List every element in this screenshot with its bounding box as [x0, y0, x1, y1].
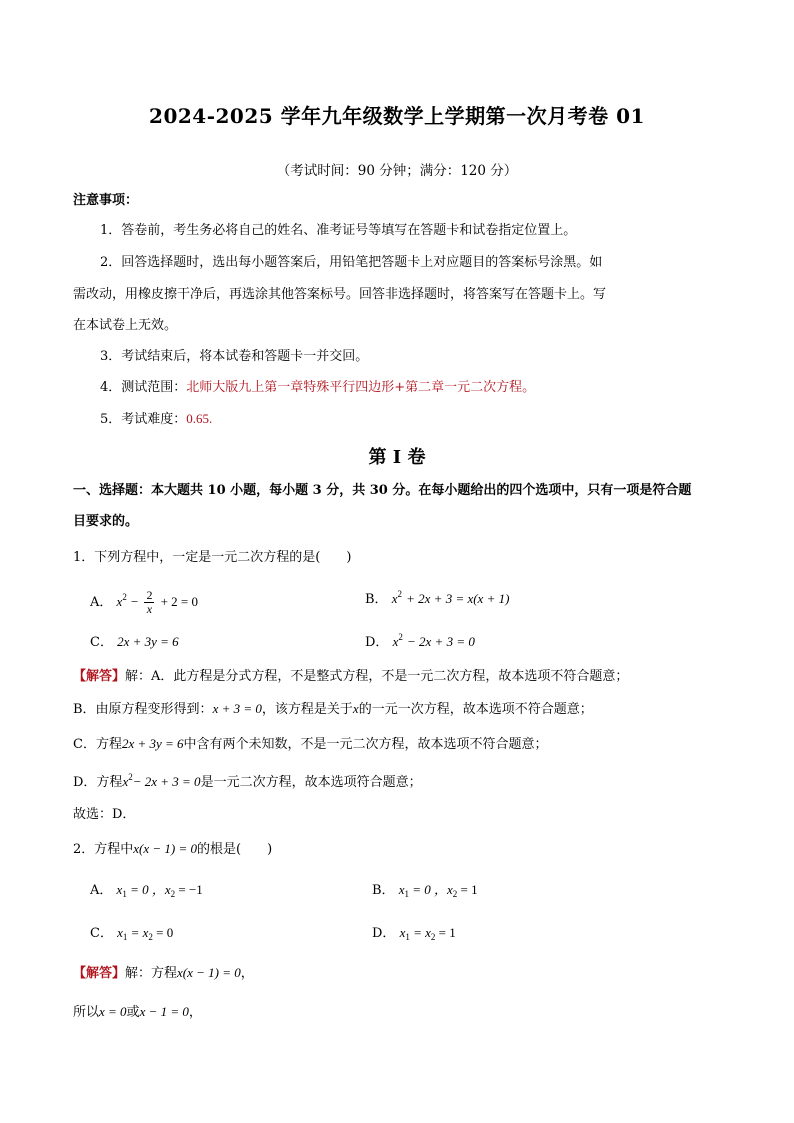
- q1-solution-line-1: [73, 668, 628, 686]
- question-1-stem: 1．下列方程中，一定是一元二次方程的是( ): [73, 550, 352, 565]
- notice-item-3: 3．考试结束后，将本试卷和答题卡一并交回。: [100, 349, 369, 364]
- math-expression: = 0 ，x: [408, 882, 453, 897]
- math-var: x: [122, 774, 129, 789]
- answer-tag: 【解答】: [73, 966, 126, 981]
- solution-text: C．方程: [73, 737, 122, 752]
- part1-instructions: 一、选择题：本大题共 10 小题，每小题 3 分，共 30 分。在每小题给出的四个选项中，只有一项是符合题: [73, 483, 692, 498]
- math-var: x: [392, 634, 399, 649]
- math-subscript: 2: [148, 932, 153, 942]
- q2-option-c: [90, 924, 173, 943]
- math-subscript: 1: [404, 889, 409, 899]
- fraction-denominator: x: [146, 602, 153, 616]
- option-label: A．: [90, 595, 113, 610]
- q1-option-d: [365, 633, 475, 652]
- math-exponent: 2: [128, 772, 133, 782]
- math-expression: x(x − 1) = 0: [177, 965, 241, 980]
- solution-text: ，: [240, 966, 254, 981]
- solution-text: ，: [188, 1005, 202, 1020]
- notice-heading: 注意事项：: [73, 193, 139, 208]
- q2-option-a: [90, 881, 203, 900]
- solution-text: 或: [126, 1005, 140, 1020]
- q2-option-b: [372, 881, 478, 900]
- page-title: 2024-2025 学年九年级数学上学期第一次月考卷 01: [149, 104, 645, 128]
- solution-text: D．方程: [73, 775, 123, 790]
- math-expression: = −1: [175, 882, 203, 897]
- notice-item-1: 1．答卷前，考生务必将自己的姓名、准考证号等填写在答题卡和试卷指定位置上。: [100, 223, 577, 238]
- math-var: x: [391, 591, 398, 606]
- option-label: B．: [372, 883, 395, 898]
- q1-solution-line-5: 故选：D．: [73, 807, 136, 822]
- section-heading: 第 Ⅰ 卷: [368, 447, 426, 468]
- math-expression: = 0: [152, 925, 174, 940]
- option-label: D．: [365, 635, 389, 650]
- q1-option-c: [90, 633, 179, 652]
- q1-solution-line-4: [73, 773, 422, 792]
- solution-text: 解：方程: [125, 966, 178, 981]
- math-subscript: 2: [452, 889, 458, 899]
- math-var: x: [399, 925, 406, 940]
- math-subscript: 2: [170, 889, 176, 899]
- math-var: x: [352, 701, 359, 716]
- test-scope: 北师大版九上第一章特殊平行四边形+第二章一元二次方程。: [186, 380, 536, 395]
- option-label: C．: [90, 926, 113, 941]
- math-subscript: 2: [430, 932, 436, 942]
- difficulty-value: 0.65.: [186, 411, 213, 426]
- math-expression: x = 0: [99, 1004, 127, 1019]
- math-var: x: [398, 882, 405, 897]
- math-expression: = x: [127, 925, 149, 940]
- answer-tag: 【解答】: [73, 669, 126, 684]
- math-expression: = 0 ，x: [126, 882, 171, 897]
- solution-text: 的一元一次方程，故本选项不符合题意；: [358, 702, 593, 717]
- math-var: x: [116, 882, 123, 897]
- question-2-stem: [73, 840, 272, 859]
- math-exponent: 2: [122, 592, 127, 602]
- notice-item-2-cont: 需改动，用橡皮擦干净后，再选涂其他答案标号。回答非选择题时，将答案写在答题卡上。写: [73, 287, 607, 302]
- math-expression: = 1: [457, 882, 478, 897]
- notice-item-4: [100, 379, 535, 397]
- solution-text: 解：A．此方程是分式方程，不是整式方程，不是一元二次方程，故本选项不符合题意；: [125, 669, 629, 684]
- notice-item-2-end: 在本试卷上无效。: [73, 318, 178, 333]
- math-expression: = 1: [435, 925, 456, 940]
- option-label: A．: [90, 883, 113, 898]
- math-expression: − 2x + 3 = 0: [132, 774, 201, 789]
- math-rest: + 2 = 0: [160, 594, 198, 609]
- math-var: x: [116, 594, 123, 609]
- solution-text: ，该方程是关于: [261, 702, 353, 717]
- part1-instructions-cont: 目要求的。: [73, 514, 139, 529]
- math-subscript: 1: [405, 932, 410, 942]
- math-subscript: 1: [122, 932, 128, 942]
- q1-option-a: [90, 589, 198, 616]
- q2-solution-line-1: [73, 964, 254, 983]
- math-exponent: 2: [397, 589, 402, 599]
- notice-item-4-prefix: 4．测试范围：: [100, 380, 187, 395]
- solution-text: 中含有两个未知数，不是一元二次方程，故本选项不符合题意；: [183, 737, 548, 752]
- math-expression: = x: [409, 925, 431, 940]
- q1-option-b: [365, 590, 509, 609]
- math-expression: 2x + 3y = 6: [121, 736, 184, 751]
- notice-item-5-prefix: 5．考试难度：: [100, 412, 187, 427]
- math-rest: − 2x + 3 = 0: [407, 634, 475, 649]
- stem-text: 的根是( ): [197, 842, 273, 857]
- fraction-numerator: 2: [146, 588, 153, 602]
- solution-text: 所以: [73, 1005, 100, 1020]
- math-var: x: [117, 925, 123, 940]
- q1-solution-line-3: [73, 735, 548, 754]
- fraction: [144, 589, 154, 616]
- solution-text: 是一元二次方程，故本选项符合题意；: [200, 775, 422, 790]
- solution-text: B．由原方程变形得到：: [73, 702, 213, 717]
- notice-item-2: 2．回答选择题时，选出每小题答案后，用铅笔把答题卡上对应题目的答案标号涂黑。如: [100, 255, 603, 270]
- math-op: −: [130, 594, 139, 609]
- q2-option-d: [372, 924, 456, 943]
- math-expression: x − 1 = 0: [139, 1004, 189, 1019]
- option-label: C．: [90, 635, 113, 650]
- exam-info: （考试时间：90 分钟；满分：120 分）: [276, 163, 518, 179]
- q1-solution-line-2: [73, 700, 593, 719]
- math-expression: x(x − 1) = 0: [133, 841, 198, 856]
- option-label: B．: [365, 592, 388, 607]
- math-rest: + 2x + 3 = x(x + 1): [406, 591, 510, 606]
- math-expression: x + 3 = 0: [212, 701, 262, 716]
- math-subscript: 1: [122, 889, 127, 899]
- math-exponent: 2: [398, 632, 403, 642]
- stem-text: 2．方程中: [73, 842, 134, 857]
- option-label: D．: [372, 926, 396, 941]
- notice-item-5: [100, 410, 212, 429]
- q2-solution-line-2: [73, 1003, 202, 1022]
- math-expression: 2x + 3y = 6: [117, 634, 179, 649]
